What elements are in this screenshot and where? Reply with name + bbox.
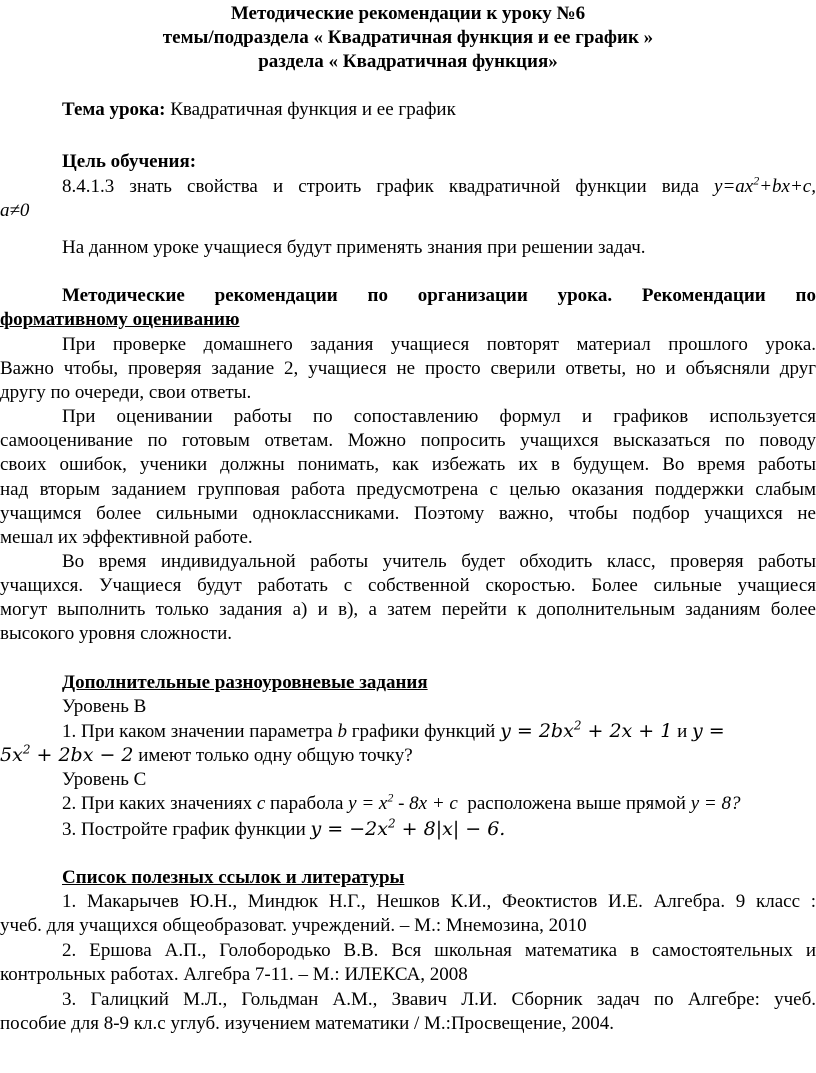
- topic-label: Тема урока:: [62, 99, 166, 120]
- paragraph-line: другу по очереди, свои ответы.: [0, 382, 252, 403]
- goal-condition: a≠0: [0, 200, 30, 221]
- task-1-formula-2: $5x^2 + 2bx - 2$: [0, 742, 134, 766]
- recommendations-heading-line-1: Методические рекомендации по организации урока. Рекомендации по: [62, 285, 816, 306]
- paragraph-line: своих ошибок, ученики должны понимать, как избежать их в будущем. Во время работы: [0, 454, 816, 475]
- reference-line: 2. Ершова А.П., Голобородько В.В. Вся школьная математика в самостоятельных и: [62, 940, 816, 961]
- paragraph-line: учащимся более сильными одноклассниками. Поэтому важно, чтобы подбор учащихся не: [0, 503, 816, 524]
- objective-text: 8.4.1.3 знать свойства и строить график квадратичной функции вида: [62, 176, 699, 197]
- lesson-topic: [0, 98, 816, 122]
- goal-label: Цель обучения:: [62, 151, 197, 172]
- paragraph-line: самооценивание по готовым ответам. Можно попросить учащихся высказаться по поводу: [0, 430, 816, 451]
- title-line-3: раздела « Квадратичная функция»: [258, 51, 558, 72]
- paragraph-line: Важно чтобы, проверяя задание 2, учащиеся не просто сверили ответы, но и объясняли друг: [0, 358, 816, 379]
- title-line-2: темы/подраздела « Квадратичная функция и ее график »: [162, 27, 654, 48]
- objective-formula: $y=ax^2+bx+c$,: [714, 175, 816, 197]
- level-c-label: Уровень С: [62, 769, 147, 790]
- task-1-line-2: $5x^2 + 2bx - 2$ имеют только одну общую точку?: [0, 742, 413, 766]
- paragraph-line: над вторым заданием групповая работа предусмотрена с целью оказания поддержки слабым: [0, 479, 816, 500]
- reference-line: пособие для 8-9 кл.с углуб. изучением математики / М.:Просвещение, 2004.: [0, 1013, 614, 1034]
- level-b-label: Уровень В: [62, 696, 147, 717]
- title-line-1: Методические рекомендации к уроку №6: [230, 3, 586, 24]
- task-2: 2. При каких значениях c парабола $y = x^2 - 8x + c$ расположена выше прямой y = 8?: [62, 790, 741, 814]
- reference-line: контрольных работах. Алгебра 7-11. – М.: ИЛЕКСА, 2008: [0, 964, 468, 985]
- lesson-note: На данном уроке учащиеся будут применять знания при решении задач.: [62, 237, 646, 258]
- reference-line: учеб. для учащихся общеобразоват. учреждений. – М.: Мнемозина, 2010: [0, 915, 587, 936]
- document-title: [0, 2, 816, 74]
- paragraph-line: При проверке домашнего задания учащиеся повторят материал прошлого урока.: [62, 334, 816, 355]
- task-1-formula-1: $y = 2bx^2 + 2x + 1$: [500, 718, 673, 742]
- paragraph-line: высокого уровня сложности.: [0, 623, 232, 644]
- paragraph-line: могут выполнить только задания а) и в), а затем перейти к дополнительным заданиям более: [0, 599, 816, 620]
- paragraph-line: учащихся. Учащиеся будут работать с собственной скоростью. Более сильные учащиеся: [0, 575, 816, 596]
- task-1-line-1: 1. При каком значении параметра b графики функций $y = 2bx^2 + 2x + 1$ и y =: [62, 718, 725, 742]
- recommendations-heading-line-2: формативному оцениванию: [0, 309, 240, 330]
- paragraph-line: Во время индивидуальной работы учитель будет обходить класс, проверяя работы: [62, 551, 816, 572]
- reference-line: 3. Галицкий М.Л., Гольдман А.М., Звавич Л.И. Сборник задач по Алгебре: учеб.: [62, 989, 816, 1010]
- task-3: 3. Постройте график функции $y = -2x^2 + 8|x| - 6$.: [62, 816, 506, 840]
- tasks-heading: Дополнительные разноуровневые задания: [62, 672, 428, 693]
- reference-line: 1. Макарычев Ю.Н., Миндюк Н.Г., Нешков К.И., Феоктистов И.Е. Алгебра. 9 класс :: [62, 891, 816, 912]
- task-2-formula: $y = x^2 - 8x + c$: [348, 790, 458, 814]
- topic-value: Квадратичная функция и ее график: [170, 99, 456, 120]
- paragraph-line: При оценивании работы по сопоставлению формул и графиков используется: [62, 406, 816, 427]
- goal-objective: [0, 175, 816, 199]
- references-heading: Список полезных ссылок и литературы: [62, 867, 405, 888]
- task-3-formula: $y = -2x^2 + 8|x| - 6$.: [310, 816, 506, 840]
- paragraph-line: мешал их эффективной работе.: [0, 527, 253, 548]
